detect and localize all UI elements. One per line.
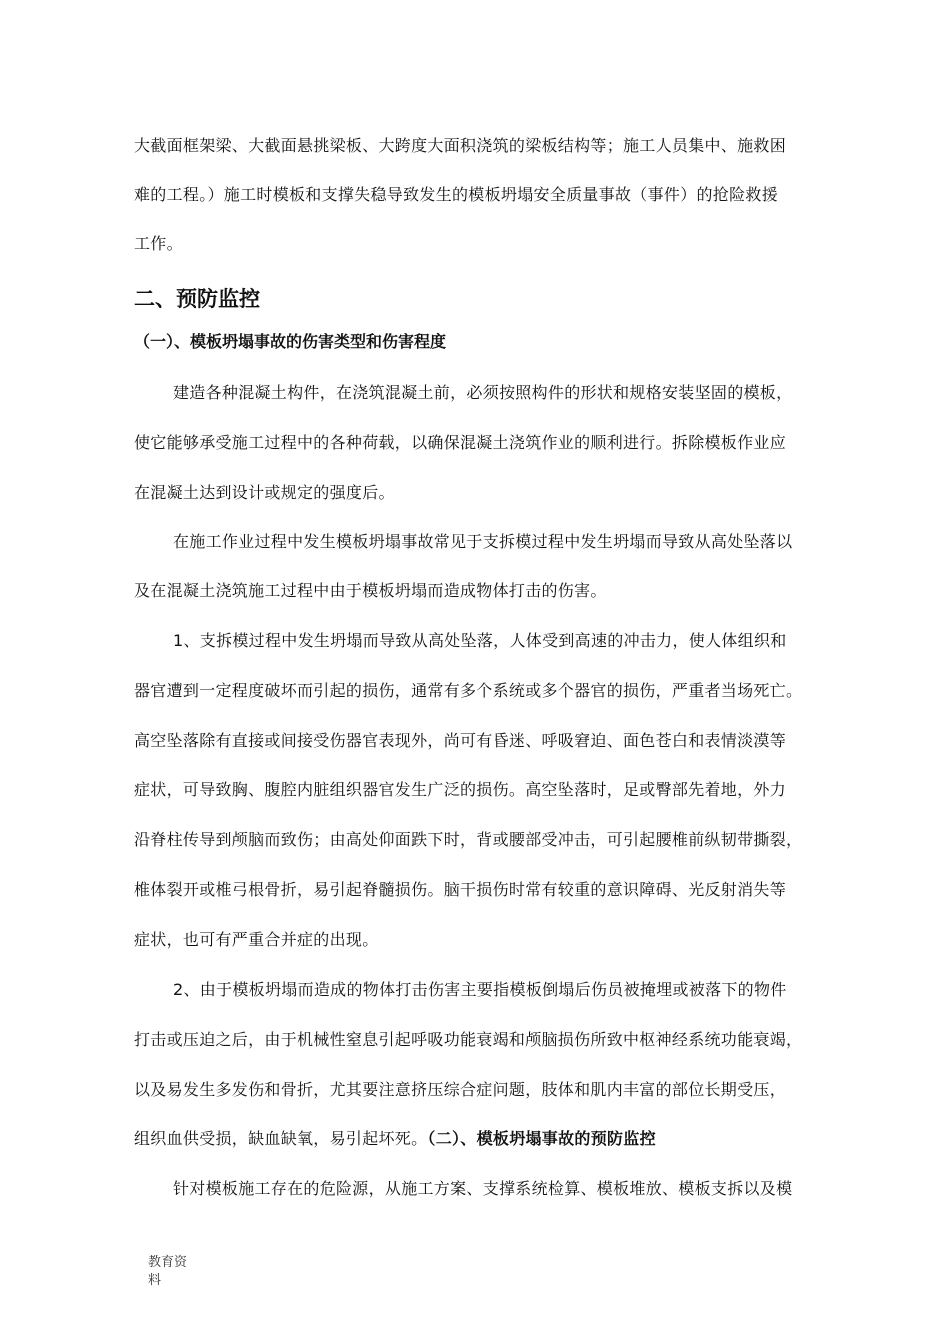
paragraph-3-line-5: 沿脊柱传导到颅脑而致伤；由高处仰面跌下时，背或腰部受冲击，可引起腰椎前纵韧带撕裂，	[134, 830, 803, 849]
paragraph-3-line-1: 1、支拆模过程中发生坍塌而导致从高处坠落，人体受到高速的冲击力，使人体组织和	[173, 631, 787, 650]
footer-line-2: 料	[148, 1273, 162, 1288]
subsection-1-title: （一）、模板坍塌事故的伤害类型和伤害程度	[134, 332, 447, 351]
paragraph-1-line-1: 建造各种混凝土构件，在浇筑混凝土前，必须按照构件的形状和规格安装坚固的模板，	[173, 383, 793, 402]
paragraph-4-last-text: 组织血供受损，缺血缺氧，易引起坏死。	[134, 1129, 428, 1148]
paragraph-3-line-7: 症状，也可有严重合并症的出现。	[134, 930, 379, 949]
intro-line-2: 难的工程。）施工时模板和支撑失稳导致发生的模板坍塌安全质量事故（事件）的抢险救援	[134, 185, 779, 204]
paragraph-4-line-3: 以及易发生多发伤和骨折，尤其要注意挤压综合症问题，肢体和肌内丰富的部位长期受压，	[134, 1080, 787, 1099]
footer-line-1: 教育资	[148, 1255, 188, 1270]
paragraph-4-line-4	[134, 1129, 656, 1149]
paragraph-3-line-6: 椎体裂开或椎弓根骨折，易引起脊髓损伤。脑干损伤时常有较重的意识障碍、光反射消失等	[134, 880, 787, 899]
paragraph-3-line-2: 器官遭到一定程度破坏而引起的损伤，通常有多个系统或多个器官的损伤，严重者当场死亡。	[134, 681, 803, 700]
paragraph-5-line-1: 针对模板施工存在的危险源，从施工方案、支撑系统检算、模板堆放、模板支拆以及模	[173, 1179, 793, 1198]
paragraph-4-line-1: 2、由于模板坍塌而造成的物体打击伤害主要指模板倒塌后伤员被掩埋或被落下的物件	[173, 980, 787, 999]
paragraph-2-line-1: 在施工作业过程中发生模板坍塌事故常见于支拆模过程中发生坍塌而导致从高处坠落以	[173, 532, 793, 551]
paragraph-1-line-2: 使它能够承受施工过程中的各种荷载，以确保混凝土浇筑作业的顺利进行。拆除模板作业应	[134, 433, 787, 452]
paragraph-4-line-2: 打击或压迫之后，由于机械性窒息引起呼吸功能衰竭和颅脑损伤所致中枢神经系统功能衰竭，	[134, 1030, 803, 1049]
subsection-2-title: （二）、模板坍塌事故的预防监控	[427, 1129, 656, 1148]
paragraph-3-line-4: 症状，可导致胸、腹腔内脏组织器官发生广泛的损伤。高空坠落时，足或臀部先着地，外力	[134, 780, 787, 799]
section-title: 二、预防监控	[134, 287, 260, 311]
intro-line-3: 工作。	[134, 234, 183, 253]
paragraph-1-line-3: 在混凝土达到设计或规定的强度后。	[134, 483, 395, 502]
paragraph-2-line-2: 及在混凝土浇筑施工过程中由于模板坍塌而造成物体打击的伤害。	[134, 581, 607, 600]
intro-line-1: 大截面框架梁、大截面悬挑梁板、大跨度大面积浇筑的梁板结构等；施工人员集中、施救困	[134, 136, 787, 155]
footer-watermark	[148, 1254, 208, 1290]
paragraph-3-line-3: 高空坠落除有直接或间接受伤器官表现外，尚可有昏迷、呼吸窘迫、面色苍白和表情淡漠等	[134, 731, 787, 750]
